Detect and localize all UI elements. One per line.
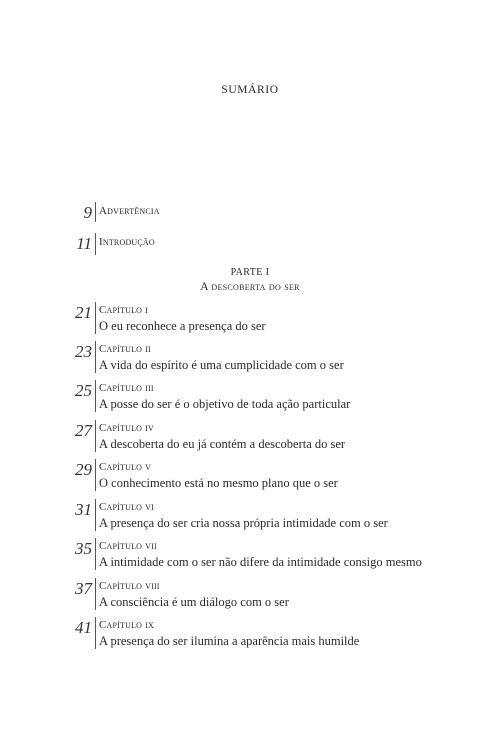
chapter-label: Capítulo v <box>99 461 152 473</box>
divider-bar <box>95 380 96 412</box>
divider-bar <box>95 341 96 373</box>
page-number: 9 <box>83 203 92 222</box>
chapter-label: Capítulo vi <box>99 501 154 513</box>
chapter-label: Capítulo ix <box>99 619 154 631</box>
divider-bar <box>95 617 96 649</box>
chapter-title: A presença do ser ilumina a aparência mais humilde <box>99 634 360 648</box>
chapter-label: Capítulo i <box>99 304 148 316</box>
chapter-title: O eu reconhece a presença do ser <box>99 319 266 333</box>
page-number: 25 <box>75 381 92 400</box>
entry-label: Advertência <box>99 205 160 217</box>
chapter-label: Capítulo iv <box>99 422 154 434</box>
page-number: 27 <box>75 421 92 440</box>
chapter-title: A posse do ser é o objetivo de toda ação particular <box>99 397 351 411</box>
chapter-label: Capítulo iii <box>99 382 154 394</box>
page-number: 35 <box>75 539 92 558</box>
page-number: 31 <box>75 500 92 519</box>
page-title: SUMÁRIO <box>221 84 279 96</box>
part-title: A descoberta do ser <box>200 281 300 293</box>
page-number: 23 <box>75 342 92 361</box>
page-number: 11 <box>76 234 92 253</box>
chapter-label: Capítulo viii <box>99 580 160 592</box>
page-number: 29 <box>75 460 92 479</box>
chapter-title: A vida do espírito é uma cumplicidade com o ser <box>99 358 344 372</box>
divider-bar <box>95 578 96 610</box>
chapter-label: Capítulo vii <box>99 540 157 552</box>
part-label: PARTE I <box>230 267 270 278</box>
page-number: 21 <box>75 303 92 322</box>
chapter-title: A intimidade com o ser não difere da intimidade consigo mesmo <box>99 555 422 569</box>
chapter-title: A presença do ser cria nossa própria intimidade com o ser <box>99 516 388 530</box>
divider-bar <box>95 459 96 491</box>
chapter-title: A consciência é um diálogo com o ser <box>99 595 289 609</box>
divider-bar <box>95 538 96 570</box>
page-number: 41 <box>75 618 92 637</box>
chapter-title: A descoberta do eu já contém a descoberta do ser <box>99 437 346 451</box>
chapter-title: O conhecimento está no mesmo plano que o ser <box>99 476 338 490</box>
entry-label: Introdução <box>99 236 155 248</box>
divider-bar <box>95 499 96 531</box>
divider-bar <box>95 302 96 334</box>
divider-bar <box>95 420 96 452</box>
chapter-label: Capítulo ii <box>99 343 151 355</box>
divider-bar <box>95 202 96 222</box>
divider-bar <box>95 233 96 255</box>
page-number: 37 <box>75 579 92 598</box>
